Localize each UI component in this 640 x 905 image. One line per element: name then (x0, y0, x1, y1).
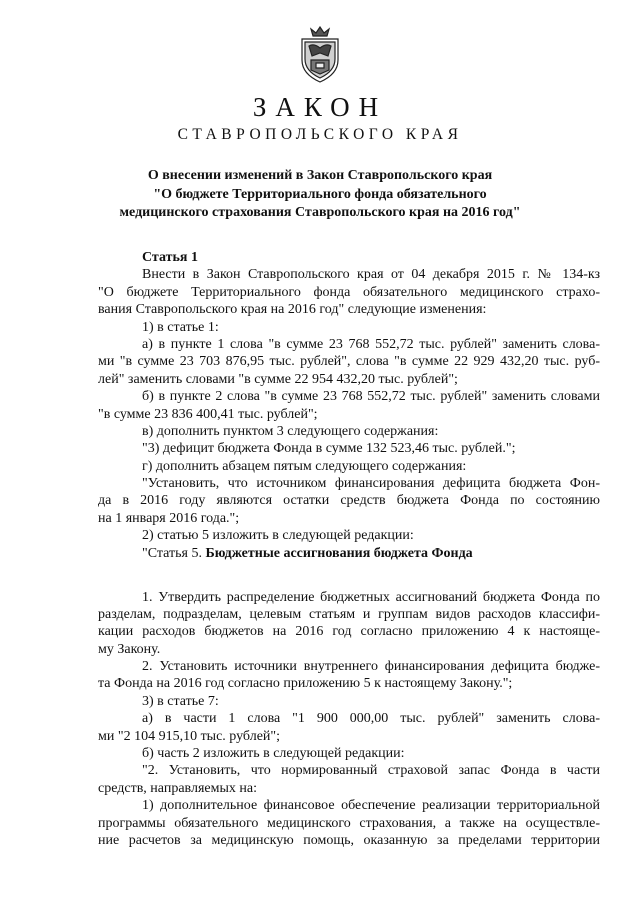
paragraph-line: средств, направляемых на: (98, 780, 257, 796)
paragraph-line: "О бюджете Территориального фонда обязательного медицинского страхо- (98, 284, 600, 300)
paragraph-line: му Закону. (98, 641, 161, 657)
paragraph-line: 2. Установить источники внутреннего финансирования дефицита бюдже- (142, 659, 600, 675)
paragraph-line: 1. Утвердить распределение бюджетных ассигнований бюджета Фонда по (142, 589, 600, 605)
paragraph-line: г) дополнить абзацем пятым следующего содержания: (142, 458, 467, 474)
paragraph-line: вания Ставропольского края на 2016 год" следующие изменения: (98, 302, 487, 318)
paragraph-line: на 1 января 2016 года."; (98, 510, 240, 526)
paragraph-line: да в 2016 году являются остатки средств бюджета Фонда по состоянию (98, 493, 600, 509)
paragraph-line: "в сумме 23 836 400,41 тыс. рублей"; (98, 406, 318, 422)
article-title: Статья 1 (142, 250, 198, 265)
paragraph-line: "Установить, что источником финансирования дефицита бюджета Фон- (142, 476, 600, 492)
paragraph-line: ние расчетов за медицинскую помощь, оказанную за пределами территории (98, 833, 600, 848)
article-5-heading (98, 545, 600, 562)
heading-line: "О бюджете Территориального фонда обязательного (153, 186, 487, 202)
paragraph-line: "2. Установить, что нормированный страховой запас Фонда в части (142, 763, 600, 779)
heading-line: медицинского страхования Ставропольского края на 2016 год" (119, 205, 521, 220)
paragraph-line: 3) в статье 7: (142, 693, 219, 709)
paragraph-line: в) дополнить пунктом 3 следующего содержания: (142, 423, 439, 439)
paragraph-line: б) часть 2 изложить в следующей редакции: (142, 746, 405, 762)
paragraph-line: та Фонда на 2016 год согласно приложению 5 к настоящему Закону."; (98, 676, 513, 692)
heading-line: О внесении изменений в Закон Ставропольского края (147, 168, 493, 183)
paragraph-line: ми "в сумме 23 703 876,95 тыс. рублей", слова "в сумме 22 929 432,20 тыс. руб- (98, 354, 600, 370)
paragraph-line: ми "2 104 915,10 тыс. рублей"; (98, 728, 281, 744)
article-body (98, 249, 600, 849)
paragraph-line: б) в пункте 2 слова "в сумме 23 768 552,72 тыс. рублей" заменить словами (142, 389, 600, 405)
article-5-title: Бюджетные ассигнования бюджета Фонда (205, 545, 473, 561)
law-heading (60, 167, 580, 223)
paragraph-line: разделам, подразделам, целевым статьям и группам видов расходов классифи- (98, 606, 600, 622)
article-5-prefix: "Статья 5. (142, 545, 202, 561)
paragraph-line: 1) в статье 1: (142, 319, 219, 335)
paragraph-line: лей" заменить словами "в сумме 22 954 432,20 тыс. рублей"; (98, 371, 458, 387)
law-title: ЗАКОН (252, 92, 388, 122)
paragraph-line: Внести в Закон Ставропольского края от 04 декабря 2015 г. № 134-кз (142, 267, 600, 283)
paragraph-line: "3) дефицит бюджета Фонда в сумме 132 523,46 тыс. рублей."; (142, 441, 516, 457)
paragraph-line: кации расходов бюджетов на 2016 год согласно приложению 4 к настояще- (98, 624, 600, 640)
paragraph-line: 2) статью 5 изложить в следующей редакции: (142, 528, 414, 544)
coat-of-arms-emblem (297, 26, 343, 84)
paragraph-line: а) в части 1 слова "1 900 000,00 тыс. рублей" заменить слова- (142, 711, 600, 727)
paragraph-line: а) в пункте 1 слова "в сумме 23 768 552,72 тыс. рублей" заменить слова- (142, 336, 600, 352)
paragraph-line: программы обязательного медицинского страхования, а также на осуществле- (98, 815, 600, 831)
region-title: СТАВРОПОЛЬСКОГО КРАЯ (177, 126, 463, 143)
paragraph-line: 1) дополнительное финансовое обеспечение реализации территориальной (142, 798, 600, 814)
